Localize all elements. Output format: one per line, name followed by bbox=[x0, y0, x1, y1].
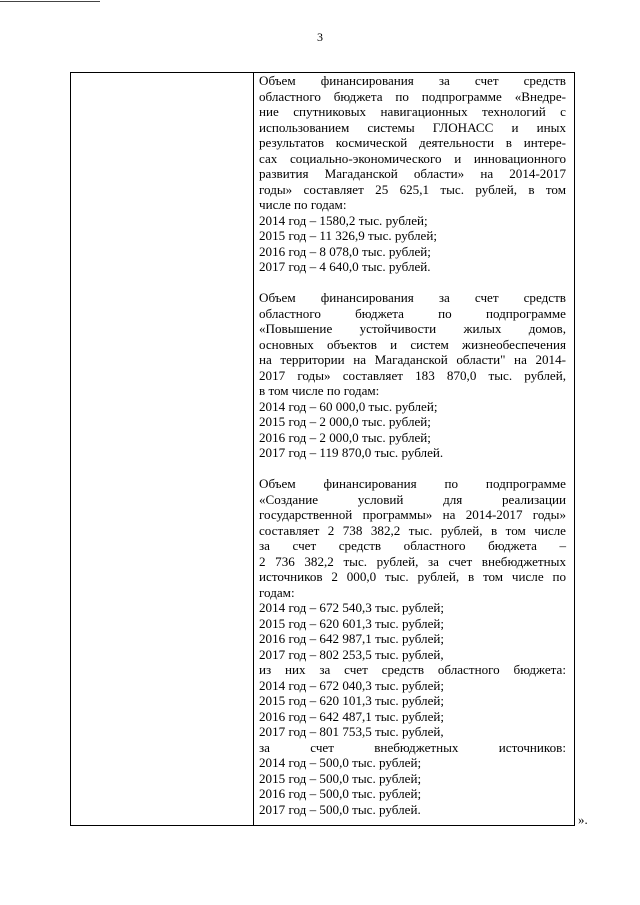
text-line: 2014 год – 672 540,3 тыс. рублей; bbox=[259, 600, 445, 615]
text-line: 2014 год – 60 000,0 тыс. рублей; bbox=[259, 398, 438, 414]
text-line: 2014 год – 1580,2 тыс. рублей; bbox=[259, 212, 428, 228]
text-line: за счет средств областного бюджета – bbox=[259, 538, 566, 553]
text-line: 2017 год – 802 253,5 тыс. рублей, bbox=[259, 646, 444, 662]
text-line: 2017 год – 500,0 тыс. рублей. bbox=[259, 801, 421, 817]
text-line: 2016 год – 642 987,1 тыс. рублей; bbox=[259, 631, 445, 646]
text-line: годы» составляет 25 625,1 тыс. рублей, в том bbox=[259, 181, 566, 197]
text-line: 2015 год – 620 601,3 тыс. рублей; bbox=[259, 615, 445, 631]
text-line: годам: bbox=[259, 584, 295, 600]
text-line: 2014 год – 500,0 тыс. рублей; bbox=[259, 755, 422, 770]
text-line: 2015 год – 11 326,9 тыс. рублей; bbox=[259, 228, 437, 243]
text-line: 2017 год – 801 753,5 тыс. рублей, bbox=[259, 724, 444, 739]
text-line: «Повышение устойчивости жилых домов, bbox=[259, 321, 566, 336]
financing-table bbox=[70, 72, 575, 826]
text-line: Объем финансирования за счет средств bbox=[259, 73, 566, 88]
financing-paragraph bbox=[259, 476, 566, 817]
text-line: 2 736 382,2 тыс. рублей, за счет внебюджетных bbox=[259, 553, 566, 569]
text-line: областного бюджета по подпрограмме bbox=[259, 305, 566, 321]
text-line: числе по годам: bbox=[259, 197, 347, 212]
table-right-cell bbox=[259, 73, 566, 817]
text-line: за счет внебюджетных источников: bbox=[259, 739, 566, 755]
text-line: использованием системы ГЛОНАСС и иных bbox=[259, 119, 566, 135]
text-line: 2015 год – 500,0 тыс. рублей; bbox=[259, 770, 422, 786]
text-line: 2017 год – 4 640,0 тыс. рублей. bbox=[259, 259, 431, 274]
financing-paragraph bbox=[259, 73, 566, 275]
text-line: из них за счет средств областного бюджета: bbox=[259, 662, 566, 677]
table-left-cell bbox=[71, 73, 253, 825]
text-line: в том числе по годам: bbox=[259, 383, 380, 398]
text-line: 2016 год – 642 487,1 тыс. рублей; bbox=[259, 708, 445, 724]
text-line: 2014 год – 672 040,3 тыс. рублей; bbox=[259, 677, 445, 693]
text-line: 2016 год – 500,0 тыс. рублей; bbox=[259, 786, 422, 801]
page-number: 3 bbox=[317, 30, 323, 44]
text-line: результатов космической деятельности в интере- bbox=[259, 135, 566, 150]
closing-quote-mark: ». bbox=[578, 812, 588, 827]
text-line: на территории на Магаданской области" на 2014- bbox=[259, 352, 566, 367]
text-line: 2015 год – 620 101,3 тыс. рублей; bbox=[259, 693, 445, 708]
text-line: Объем финансирования по подпрограмме bbox=[259, 476, 566, 491]
financing-paragraph bbox=[259, 290, 566, 461]
text-line: источников 2 000,0 тыс. рублей, в том числе по bbox=[259, 569, 566, 584]
text-line: развития Магаданской области» на 2014-2017 bbox=[259, 166, 566, 181]
text-line: 2015 год – 2 000,0 тыс. рублей; bbox=[259, 414, 431, 429]
text-line: 2016 год – 8 078,0 тыс. рублей; bbox=[259, 243, 431, 259]
text-line: областного бюджета по подпрограмме «Внедре- bbox=[259, 88, 566, 104]
text-line: государственной программы» на 2014-2017 годы» bbox=[259, 507, 566, 522]
scan-edge-mark bbox=[0, 1, 100, 2]
text-line: составляет 2 738 382,2 тыс. рублей, в том числе bbox=[259, 522, 566, 538]
table-column-divider bbox=[253, 73, 254, 825]
text-line: сах социально-экономического и инновационного bbox=[259, 150, 566, 166]
text-line: Объем финансирования за счет средств bbox=[259, 290, 566, 305]
text-line: 2017 год – 119 870,0 тыс. рублей. bbox=[259, 445, 444, 460]
text-line: «Создание условий для реализации bbox=[259, 491, 566, 507]
text-line: 2017 годы» составляет 183 870,0 тыс. рублей, bbox=[259, 367, 566, 383]
text-line: ние спутниковых навигационных технологий с bbox=[259, 104, 566, 119]
text-line: основных объектов и систем жизнеобеспечения bbox=[259, 336, 566, 352]
text-line: 2016 год – 2 000,0 тыс. рублей; bbox=[259, 429, 431, 445]
